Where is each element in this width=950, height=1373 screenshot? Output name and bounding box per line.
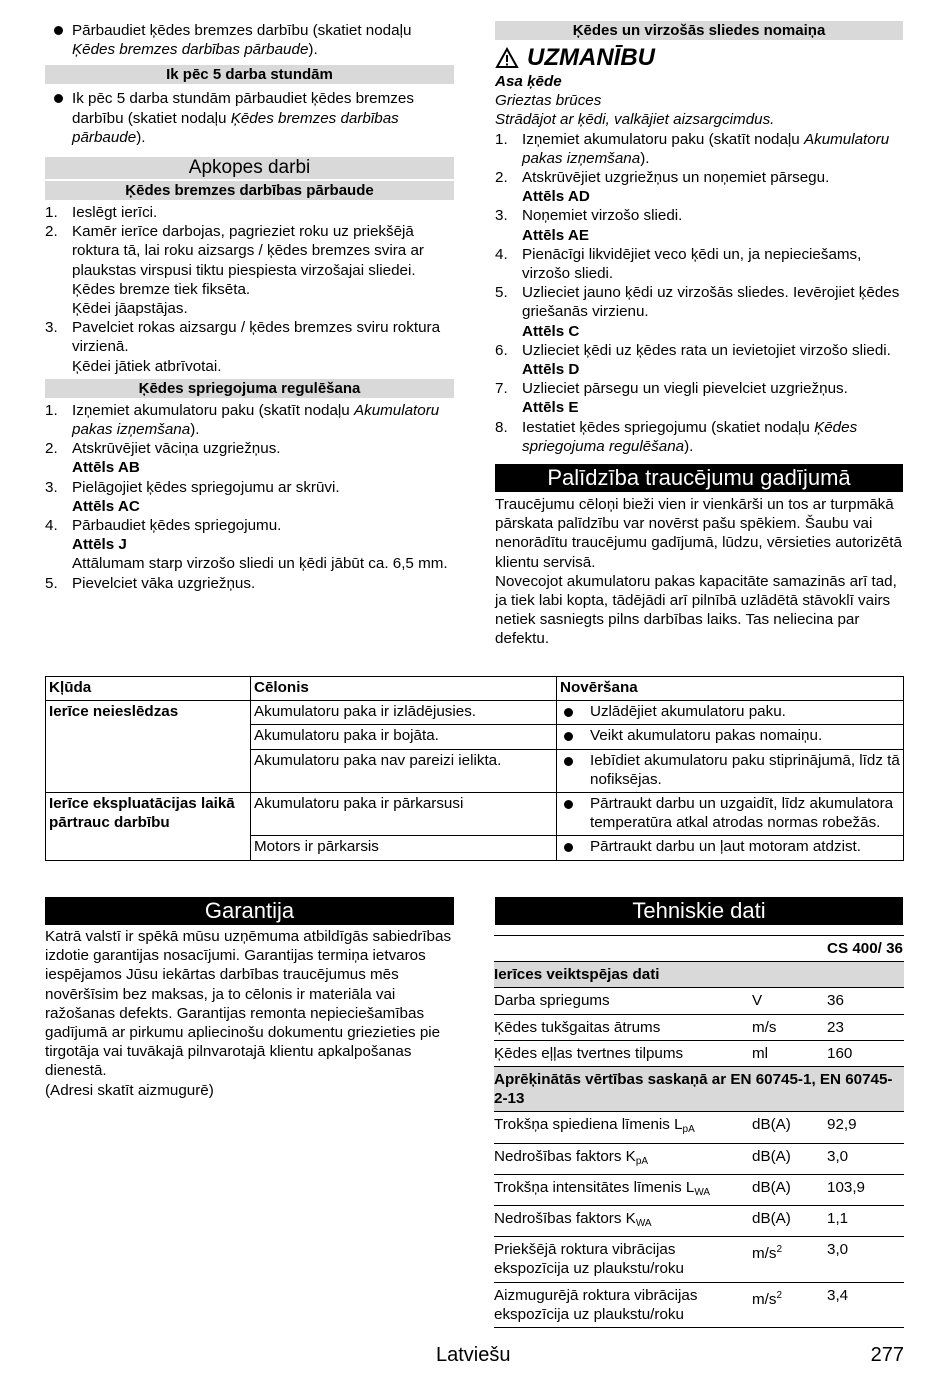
step-number: 2. xyxy=(495,169,508,187)
cause-cell: Akumulatoru paka ir pārkarsusi xyxy=(251,793,557,836)
section-heading: Ķēdes un virzošās sliedes nomaiņa xyxy=(495,21,903,40)
figure-ref: Attēls J xyxy=(72,536,127,554)
list-item xyxy=(45,478,454,516)
column-header: Kļūda xyxy=(46,677,251,701)
warning-triangle-icon xyxy=(495,47,519,69)
table-row xyxy=(494,1237,904,1282)
param-unit: ml xyxy=(752,1040,827,1066)
text: ). xyxy=(684,437,694,455)
table-row xyxy=(494,1040,904,1066)
param-value: 103,9 xyxy=(827,1174,904,1205)
step-number: 1. xyxy=(45,401,58,419)
link-ref: Akumulatoru pakas izņemšana xyxy=(522,130,890,167)
text: Ik pēc 5 darba stundām pārbaudiet ķēdes bremzes darbību (skatiet nodaļu xyxy=(72,90,414,127)
step-text: Iestatiet ķēdes spriegojumu (skatiet nodaļu xyxy=(522,418,815,436)
table-row xyxy=(494,988,904,1014)
list-item xyxy=(45,21,454,59)
step-number: 7. xyxy=(495,380,508,398)
list-item xyxy=(495,245,903,283)
remedy-text: Iebīdiet akumulatoru paku stiprinājumā, līdz tā nofiksējas. xyxy=(560,751,900,789)
subscript: WA xyxy=(635,1218,652,1230)
step-text: Kamēr ierīce darbojas, pagrieziet roku uz priekšējā roktura tā, lai roku aizsargs / ķēdes bremzes svira ar plaukstas virspusi tiktu piespiesta virzošajai sliedei. xyxy=(72,223,424,279)
table-row xyxy=(494,1282,904,1327)
list-item xyxy=(495,130,903,168)
param-name: Ķēdes tukšgaitas ātrums xyxy=(494,1014,752,1040)
step-text: Izņemiet akumulatoru paku (skatīt nodaļu xyxy=(72,401,354,419)
warning-title: UZMANĪBU xyxy=(527,44,655,71)
remedy-text: Pārtraukt darbu un ļaut motoram atdzist. xyxy=(560,837,900,856)
tension-steps xyxy=(45,401,454,593)
chapter-heading: Apkopes darbi xyxy=(45,157,454,179)
table-row xyxy=(46,701,904,725)
list-item xyxy=(45,401,454,439)
param-value: 92,9 xyxy=(827,1112,904,1143)
unit-label: m/s xyxy=(752,1245,777,1263)
param-unit: m/s xyxy=(752,1014,827,1040)
table-header-row xyxy=(46,677,904,701)
link-ref: Akumulatoru pakas izņemšana xyxy=(72,401,440,439)
list-item xyxy=(495,418,903,456)
step-number: 3. xyxy=(45,319,58,337)
superscript: 2 xyxy=(776,1244,783,1256)
warning-line: Grieztas brūces xyxy=(495,92,602,110)
list-item xyxy=(495,379,903,417)
step-number: 5. xyxy=(45,574,58,592)
table-row xyxy=(494,1014,904,1040)
replace-steps xyxy=(495,130,903,456)
param-label: Trokšņa spiediena līmenis L xyxy=(494,1116,683,1134)
step-result: Ķēdei jātiek atbrīvotai. xyxy=(72,357,222,375)
list-item xyxy=(45,222,454,318)
param-name: Ķēdes eļļas tvertnes tilpums xyxy=(494,1040,752,1066)
column-header: Novēršana xyxy=(557,677,904,701)
remedy-cell xyxy=(557,725,904,749)
param-unit: V xyxy=(752,988,827,1014)
paragraph: Katrā valstī ir spēkā mūsu uzņēmuma atbildīgās sabiedrības izdotie garantijas nosacījumi. Garantijas termiņa ietvaros iespējamos Jūsu iekārtas darbības traucējumus mēs novēršīsim bez maksas, ja to cēlonis ir materiāla vai ražošanas defekts. Garantijas remonta nepieciešamības gadījumā ar pirkumu apliecinošu dokumentu griezieties pie tirgotāja vai tuvākajā pilnvarotajā klientu apkalpošanas dienestā. xyxy=(45,928,452,1080)
model-cell: CS 400/ 36 xyxy=(827,936,904,962)
figure-ref: Attēls AE xyxy=(522,226,589,244)
paragraph: Traucējumu cēloņi bieži vien ir vienkārši un tos ar turpmākā pārskata palīdzību var novērst pašu spēkiem. Šaubu vai nenorādītu traucējumu gadījumā, lūdzu, vērsieties autorizētā klientu servisā. xyxy=(495,496,902,571)
cause-cell: Akumulatoru paka ir izlādējusies. xyxy=(251,701,557,725)
list-item xyxy=(495,168,903,206)
step-text: Noņemiet virzošo sliedi. xyxy=(522,207,683,225)
list-item xyxy=(45,516,454,574)
link-ref: Ķēdes bremzes darbības pārbaude xyxy=(72,41,309,59)
link-ref: Ķēdes bremzes darbības pārbaude xyxy=(72,109,399,146)
tech-data-table xyxy=(494,935,904,1328)
param-label: Trokšņa intensitātes līmenis L xyxy=(494,1178,695,1196)
step-text: Pārbaudiet ķēdes spriegojumu. xyxy=(72,517,282,535)
step-text: Uzlieciet pārsegu un viegli pievelciet uzgriežņus. xyxy=(522,380,848,398)
list-item xyxy=(45,89,454,147)
figure-ref: Attēls AD xyxy=(522,188,590,206)
remedy-cell xyxy=(557,836,904,860)
param-name: Priekšējā roktura vibrācijas ekspozīcija uz plaukstu/roku xyxy=(494,1237,752,1282)
list-item xyxy=(45,574,454,593)
list-item xyxy=(495,283,903,341)
table-row xyxy=(494,1112,904,1143)
remedy-text: Veikt akumulatoru pakas nomaiņu. xyxy=(560,726,900,745)
link-ref: Ķēdes spriegojuma regulēšana xyxy=(522,418,858,455)
cause-cell: Akumulatoru paka nav pareizi ielikta. xyxy=(251,749,557,792)
step-text: Atskrūvējiet uzgriežņus un noņemiet pārsegu. xyxy=(522,169,830,187)
left-column xyxy=(45,21,454,593)
param-name xyxy=(494,1112,752,1143)
param-value: 36 xyxy=(827,988,904,1014)
warning-block xyxy=(495,44,903,72)
param-unit: dB(A) xyxy=(752,1206,827,1237)
param-unit: dB(A) xyxy=(752,1112,827,1143)
warning-line: Strādājot ar ķēdi, valkājiet aizsargcimdus. xyxy=(495,111,775,129)
figure-ref: Attēls E xyxy=(522,399,579,417)
step-number: 2. xyxy=(45,440,58,458)
param-value: 23 xyxy=(827,1014,904,1040)
chapter-heading: Palīdzība traucējumu gadījumā xyxy=(495,464,903,492)
section-heading: Ķēdes bremzes darbības pārbaude xyxy=(45,181,454,200)
warranty-section xyxy=(45,897,454,1100)
param-name xyxy=(494,1174,752,1205)
step-text: Pienācīgi likvidējiet veco ķēdi un, ja nepieciešams, virzošo sliedi. xyxy=(522,245,862,283)
remedy-text: Uzlādējiet akumulatoru paku. xyxy=(560,702,900,721)
table-row xyxy=(494,936,904,962)
step-number: 1. xyxy=(495,130,508,148)
chapter-heading: Tehniskie dati xyxy=(495,897,903,925)
step-text: Atskrūvējiet vāciņa uzgriežņus. xyxy=(72,440,281,458)
warning-line: Asa ķēde xyxy=(495,73,562,90)
fault-cell: Ierīce ekspluatācijas laikā pārtrauc darbību xyxy=(46,793,251,861)
chapter-heading: Garantija xyxy=(45,897,454,925)
figure-ref: Attēls AB xyxy=(72,459,140,477)
text: ). xyxy=(136,128,146,146)
step-text: Pavelciet rokas aizsargu / ķēdes bremzes sviru rokturа virzienā. xyxy=(72,319,441,356)
step-number: 3. xyxy=(45,478,58,496)
subscript: pA xyxy=(682,1124,695,1136)
paragraph: (Adresi skatīt aizmugurē) xyxy=(45,1081,214,1099)
param-label: Nedrošības faktors K xyxy=(494,1147,636,1165)
param-label: Nedrošības faktors K xyxy=(494,1210,636,1228)
param-value: 3,0 xyxy=(827,1237,904,1282)
superscript: 2 xyxy=(776,1289,783,1301)
step-number: 1. xyxy=(45,204,58,222)
text: ). xyxy=(190,421,200,439)
step-result: Ķēdes bremze tiek fiksēta. xyxy=(72,280,251,298)
step-result: Attālumam starp virzošo sliedi un ķēdi jābūt ca. 6,5 mm. xyxy=(72,555,448,573)
step-text: Uzlieciet ķēdi uz ķēdes rata un ievietojiet virzošo sliedi. xyxy=(522,341,891,359)
column-header: Cēlonis xyxy=(251,677,557,701)
param-value: 3,0 xyxy=(827,1143,904,1174)
list-item xyxy=(495,341,903,379)
tech-heading-wrap xyxy=(495,897,903,925)
table-row xyxy=(46,793,904,836)
paragraph: Novecojot akumulatoru pakas kapacitāte samazinās arī tad, ja tiek labi kopta, tādējādi arī pilnībā uzlādētā stāvoklī vairs netiek sasniegts pilns darbības laiks. Tas neliecina par defektu. xyxy=(495,572,897,648)
list-item xyxy=(45,439,454,477)
troubleshooting-table xyxy=(45,676,904,861)
blank-cell xyxy=(494,936,752,962)
section-cell: Ierīces veiktspējas dati xyxy=(494,962,904,988)
step-text: Pielāgojiet ķēdes spriegojumu ar skrūvi. xyxy=(72,478,340,496)
param-unit: dB(A) xyxy=(752,1143,827,1174)
step-number: 4. xyxy=(495,245,508,263)
table-section-row xyxy=(494,1067,904,1112)
fault-cell: Ierīce neieslēdzas xyxy=(46,701,251,793)
list-item xyxy=(45,318,454,376)
step-number: 4. xyxy=(45,517,58,535)
page-number: 277 xyxy=(870,1344,904,1366)
param-unit: dB(A) xyxy=(752,1174,827,1205)
figure-ref: Attēls D xyxy=(522,361,580,379)
brake-steps xyxy=(45,203,454,376)
step-result: Ķēdei jāapstājas. xyxy=(72,300,188,318)
step-number: 5. xyxy=(495,284,508,302)
text: Pārbaudiet ķēdes bremzes darbību (skatiet nodaļu xyxy=(72,22,412,39)
list-item xyxy=(495,206,903,244)
table-row xyxy=(494,1143,904,1174)
unit-label: m/s xyxy=(752,1290,777,1308)
remedy-cell xyxy=(557,749,904,792)
param-value: 160 xyxy=(827,1040,904,1066)
figure-ref: Attēls C xyxy=(522,322,580,340)
step-number: 8. xyxy=(495,418,508,436)
subscript: pA xyxy=(635,1155,649,1167)
right-column xyxy=(495,21,903,649)
section-cell: Aprēķinātās vērtības saskaņā ar EN 60745-1, EN 60745-2-13 xyxy=(494,1067,904,1112)
step-text: Pievelciet vāka uzgriežņus. xyxy=(72,574,256,592)
param-name xyxy=(494,1143,752,1174)
step-text: Uzlieciet jauno ķēdi uz virzošās sliedes. Ievērojiet ķēdes griešanās virzienu. xyxy=(522,284,900,321)
table-section-row xyxy=(494,962,904,988)
param-unit xyxy=(752,1282,827,1327)
step-number: 6. xyxy=(495,341,508,359)
param-unit xyxy=(752,1237,827,1282)
param-name xyxy=(494,1206,752,1237)
table-row xyxy=(494,1206,904,1237)
section-heading: Ķēdes spriegojuma regulēšana xyxy=(45,379,454,398)
list-item xyxy=(45,203,454,222)
remedy-cell xyxy=(557,701,904,725)
param-name: Aizmugurējā roktura vibrācijas ekspozīcija uz plaukstu/roku xyxy=(494,1282,752,1327)
param-name: Darba spriegums xyxy=(494,988,752,1014)
blank-cell xyxy=(752,936,827,962)
cause-cell: Akumulatoru paka ir bojāta. xyxy=(251,725,557,749)
table-row xyxy=(494,1174,904,1205)
step-number: 3. xyxy=(495,207,508,225)
text: ). xyxy=(640,149,650,167)
cause-cell: Motors ir pārkarsis xyxy=(251,836,557,860)
remedy-cell xyxy=(557,793,904,836)
section-heading: Ik pēc 5 darba stundām xyxy=(45,65,454,84)
figure-ref: Attēls AC xyxy=(72,497,140,515)
step-text: Ieslēgt ierīci. xyxy=(72,204,158,222)
step-text: Izņemiet akumulatoru paku (skatīt nodaļu xyxy=(522,130,804,148)
subscript: WA xyxy=(694,1186,711,1198)
param-value: 3,4 xyxy=(827,1282,904,1327)
step-number: 2. xyxy=(45,223,58,241)
footer-language: Latviešu xyxy=(436,1344,511,1366)
text: ). xyxy=(308,41,318,59)
param-value: 1,1 xyxy=(827,1206,904,1237)
remedy-text: Pārtraukt darbu un uzgaidīt, līdz akumulatora temperatūra atkal atrodas normas robežās. xyxy=(560,794,900,832)
